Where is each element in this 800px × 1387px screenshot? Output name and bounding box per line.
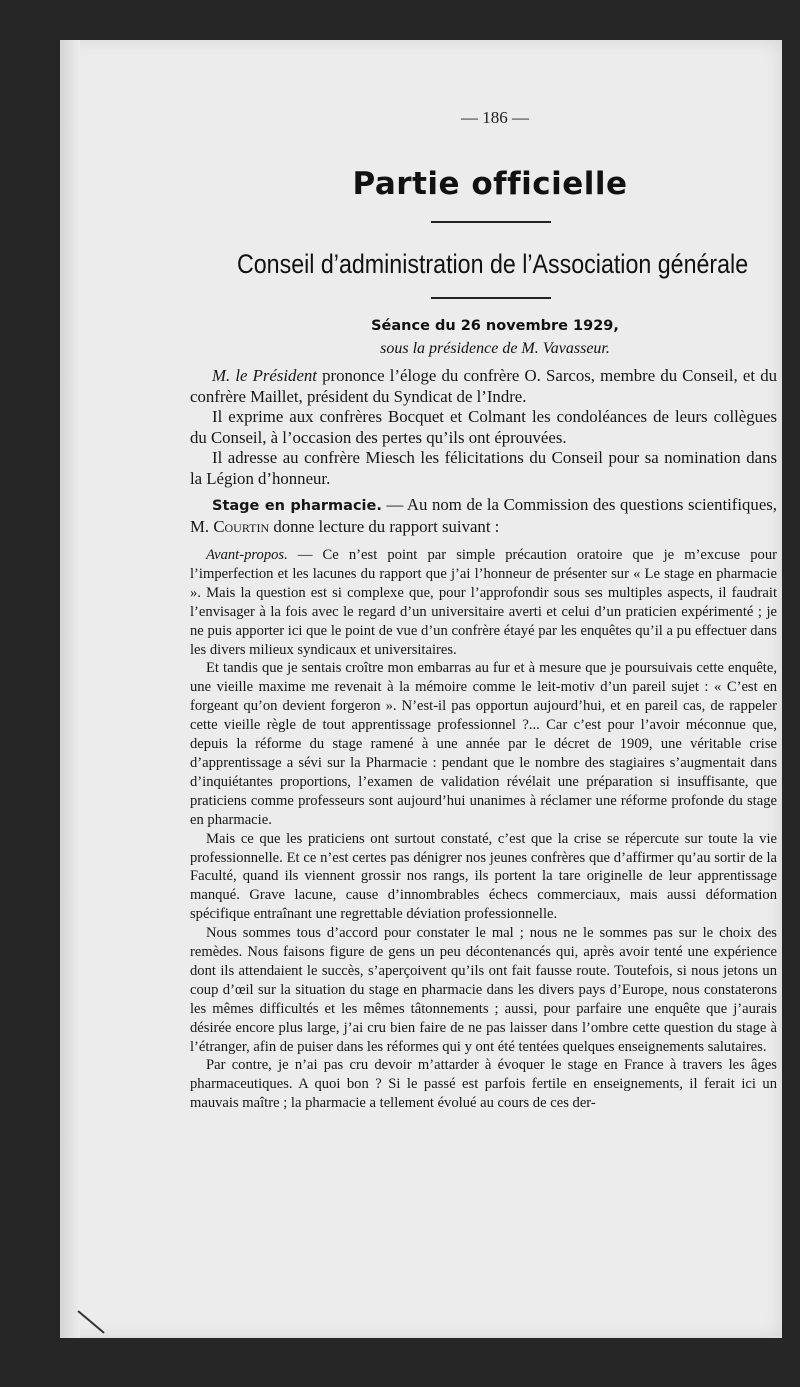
stage-text: — Au nom de la Commission des questions scientifiques, M.: [190, 495, 777, 536]
report-paragraph: Par contre, je n’ai pas cru devoir m’attarder à évoquer le stage en France à travers les âges pharmaceutiques. A quoi bon ? Si le passé est parfois fertile en enseignements, il ferait ici un mauvais maître ; la pharmacie a tellement évolué au cours de ces der-: [190, 1057, 777, 1112]
stage-heading: Stage en pharmacie.: [212, 498, 382, 514]
avant-propos-label: Avant-propos.: [206, 547, 288, 563]
meeting-divider: [431, 297, 551, 299]
stage-text: donne lecture du rapport suivant :: [269, 516, 500, 536]
intro-paragraph: Il exprime aux confrères Bocquet et Colmant les condoléances de leurs collègues du Conseil, à l’occasion des pertes qu’ils ont éprouvées.: [190, 407, 777, 447]
report-body: [190, 546, 777, 1113]
intro-paragraph: [190, 366, 777, 407]
report-paragraph: Et tandis que je sentais croître mon embarras au fur et à mesure que je poursuivais cette enquête, une vieille maxime me revenait à la mémoire comme le leit-motiv d’un pareil sujet : « C’est en forgeant qu’on devient forgeron ». N’est-il pas opportun aujourd’hui, et en pareil cas, de rappeler cette vieille règle de tout apprentissage professionnel ?... Car c’est pour l’avoir méconnue que, depuis la réforme du stage ramené à une année par le décret de 1909, une véritable crise d’apprentissage a sévi sur la Pharmacie : pendant que le nombre des stagiaires s’augmentait dans d’inquiétantes proportions, l’examen de validation révélait une préparation si insuffisante, que praticiens comme professeurs sont aujourd’hui unanimes à réclamer une réforme profonde du stage en pharmacie.: [190, 660, 777, 828]
intro-text: prononce l’éloge du confrère O. Sarcos, membre du Conseil, et du confrère Maillet, président du Syndicat de l’Indre.: [190, 366, 777, 406]
intro-paragraph: Il adresse au confrère Miesch les félicitations du Conseil pour sa nomination dans la Légion d’honneur.: [190, 448, 777, 488]
page-binding-edge: [60, 40, 80, 1338]
session-date: Séance du 26 novembre 1929,: [371, 318, 619, 334]
intro-block: [190, 366, 777, 537]
section-title: Partie officielle: [352, 166, 628, 202]
stage-paragraph: [190, 495, 777, 537]
report-paragraph: Nous sommes tous d’accord pour constater le mal ; nous ne le sommes pas sur le choix des remèdes. Nous faisons figure de gens un peu décontenancés qui, après avoir tenté une expérience dont ils attendaient le succès, s’aperçoivent qu’ils ont fait fausse route. Toutefois, si nous jetons un coup d’œil sur la situation du stage en pharmacie dans les divers pays d’Europe, nous constaterons les mêmes difficultés et les mêmes tâtonnements ; aussi, pour parfaire une enquête que j’aurais désirée encore plus large, j’ai cru bien faire de ne pas laisser dans l’ombre cette question du stage à l’étranger, afin de puiser dans les réformes qui y ont été tentées quelques enseignements salutaires.: [190, 925, 777, 1055]
report-text: — Ce n’est point par simple précaution oratoire que je m’excuse pour l’imperfection et les lacunes du rapport que j’ai l’honneur de présenter sur « Le stage en pharmacie ». Mais la question est si complexe que, pour l’approfondir sous ses multiples aspects, il faudrait l’envisager à la fois avec le regard d’un universitaire averti et celui d’un praticien expérimenté ; je ne puis apporter ici que le point de vue d’un confrère étayé par les enquêtes qu’il a pu effectuer dans les divers milieux syndicaux et universitaires.: [190, 547, 777, 658]
session-presidence: sous la présidence de M. Vavasseur.: [380, 340, 610, 357]
report-paragraph: [190, 546, 777, 659]
report-paragraph: Mais ce que les praticiens ont surtout constaté, c’est que la crise se répercute sur toute la vie professionnelle. Et ce n’est certes pas dénigrer nos jeunes confrères que d’affirmer qu’au sortir de la Faculté, quand ils viennent grossir nos rangs, ils portent la tare originelle de leur apprentissage manqué. Grave lacune, cause d’innombrables échecs commerciaux, mais aussi déformation spécifique entraînant une regrettable déviation professionnelle.: [190, 830, 777, 923]
president-label: M. le Président: [212, 366, 317, 385]
reporter-name: Courtin: [213, 516, 270, 536]
title-divider: [431, 221, 551, 223]
page-number: — 186 —: [461, 108, 529, 127]
meeting-title: Conseil d’administration de l’Association générale: [237, 249, 749, 279]
